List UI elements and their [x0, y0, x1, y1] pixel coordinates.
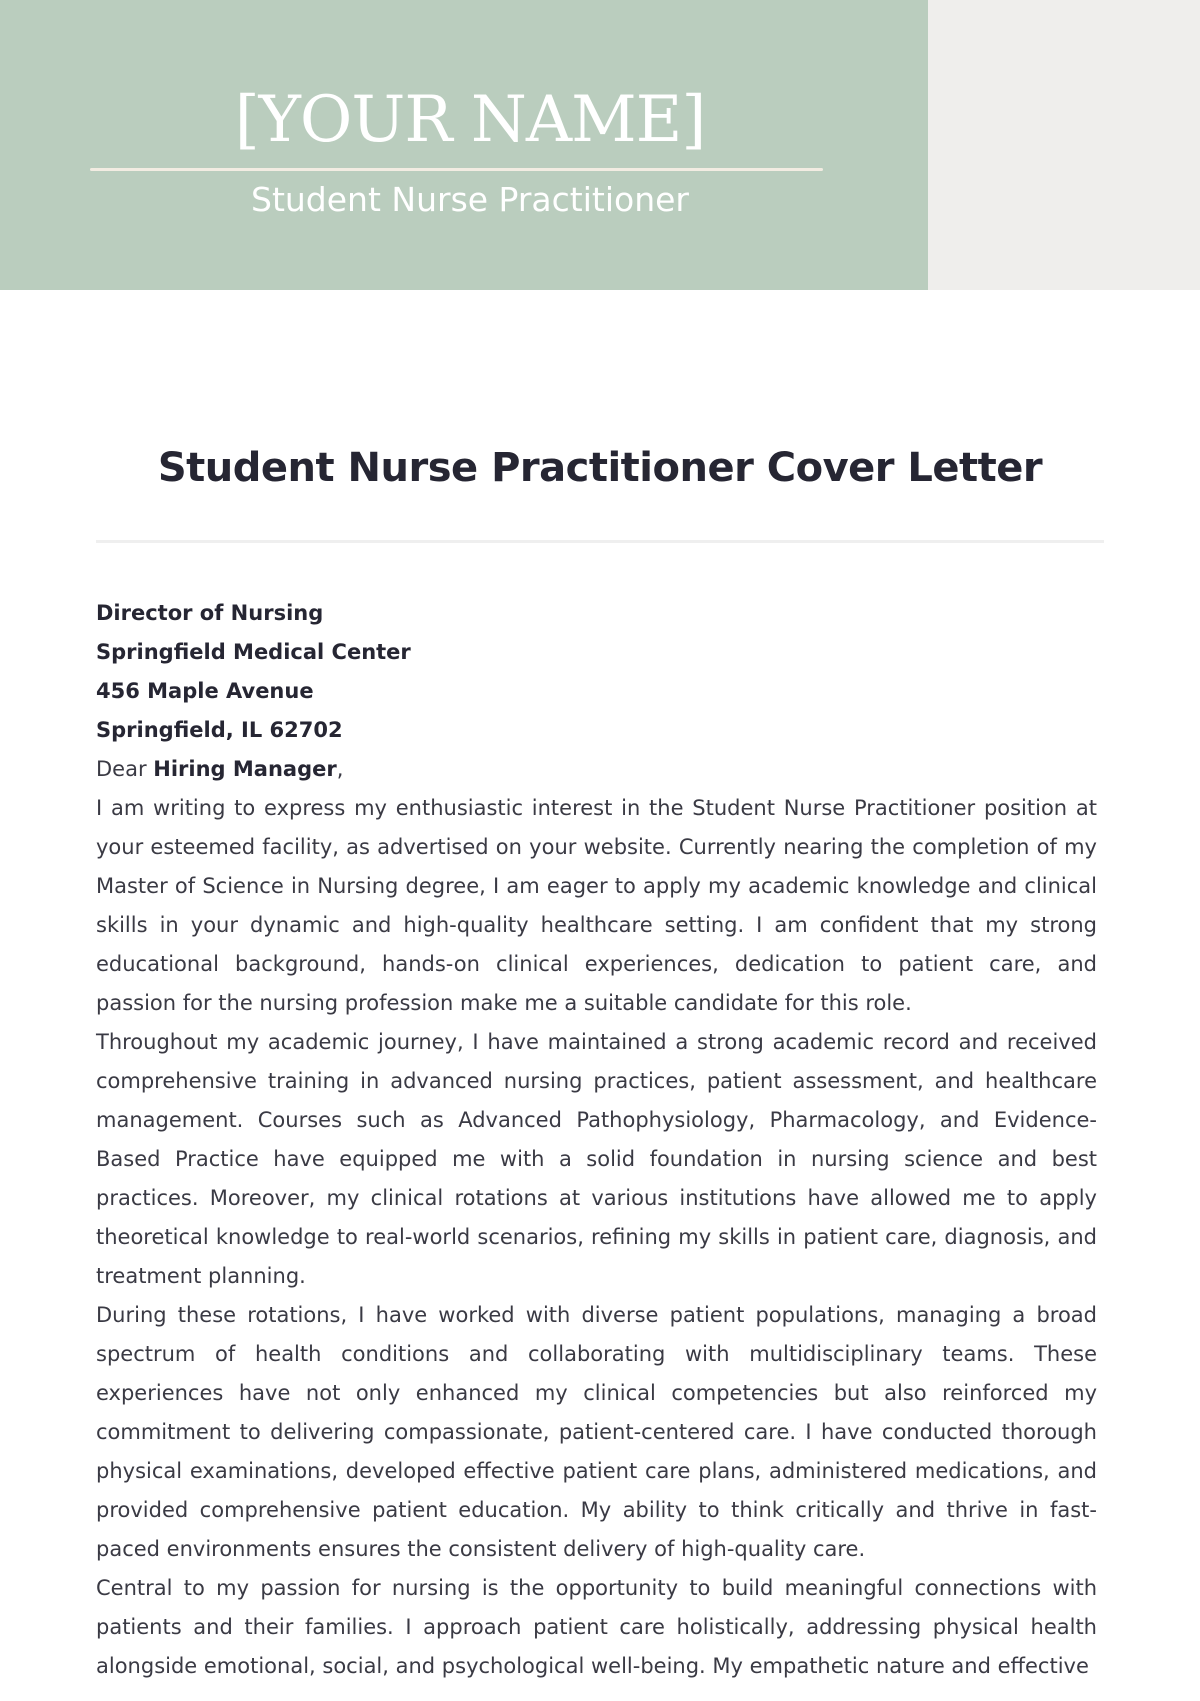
title-divider: [96, 540, 1104, 543]
salutation: [96, 750, 1097, 789]
salutation-prefix: Dear: [96, 757, 154, 781]
page-title: Student Nurse Practitioner Cover Letter: [157, 445, 1043, 491]
recipient-title: Director of Nursing: [96, 601, 324, 625]
header-divider: [90, 168, 823, 171]
header-side-panel: [928, 0, 1200, 290]
header-role: Student Nurse Practitioner: [251, 180, 689, 219]
paragraph-intro: I am writing to express my enthusiastic interest in the Student Nurse Practitioner position at your esteemed facility, as advertised on your website. Currently nearing the completion of my Master of Science in Nursing degree, I am eager to apply my academic knowledge and clinical skills in your dynamic and high-quality healthcare setting. I am confident that my strong educational background, hands-on clinical experiences, dedication to patient care, and passion for the nursing profession make me a suitable candidate for this role.: [96, 796, 1097, 1015]
paragraph-rotations: During these rotations, I have worked with diverse patient populations, managing a broad spectrum of health conditions and collaborating with multidisciplinary teams. These experiences have not only enhanced my clinical competencies but also reinforced my commitment to delivering compassionate, patient-centered care. I have conducted thorough physical examinations, developed effective patient care plans, administered medications, and provided comprehensive patient education. My ability to think critically and thrive in fast-paced environments ensures the consistent delivery of high-quality care.: [96, 1303, 1097, 1561]
recipient-organization: Springfield Medical Center: [96, 640, 411, 664]
header-name: [YOUR NAME]: [234, 83, 706, 157]
paragraph-passion: Central to my passion for nursing is the opportunity to build meaningful connections with patients and their families. I approach patient care holistically, addressing physical health alongside emotional, social, and psychological well-being. My empathetic nature and effective: [96, 1576, 1097, 1678]
paragraph-academic: Throughout my academic journey, I have maintained a strong academic record and received comprehensive training in advanced nursing practices, patient assessment, and healthcare management. Courses such as Advanced Pathophysiology, Pharmacology, and Evidence-Based Practice have equipped me with a solid foundation in nursing science and best practices. Moreover, my clinical rotations at various institutions have allowed me to apply theoretical knowledge to real-world scenarios, refining my skills in patient care, diagnosis, and treatment planning.: [96, 1030, 1097, 1288]
recipient-city: Springfield, IL 62702: [96, 718, 343, 742]
letter-body: [96, 594, 1097, 1686]
recipient-street: 456 Maple Avenue: [96, 679, 314, 703]
salutation-name: Hiring Manager: [153, 757, 337, 781]
salutation-suffix: ,: [336, 757, 344, 781]
